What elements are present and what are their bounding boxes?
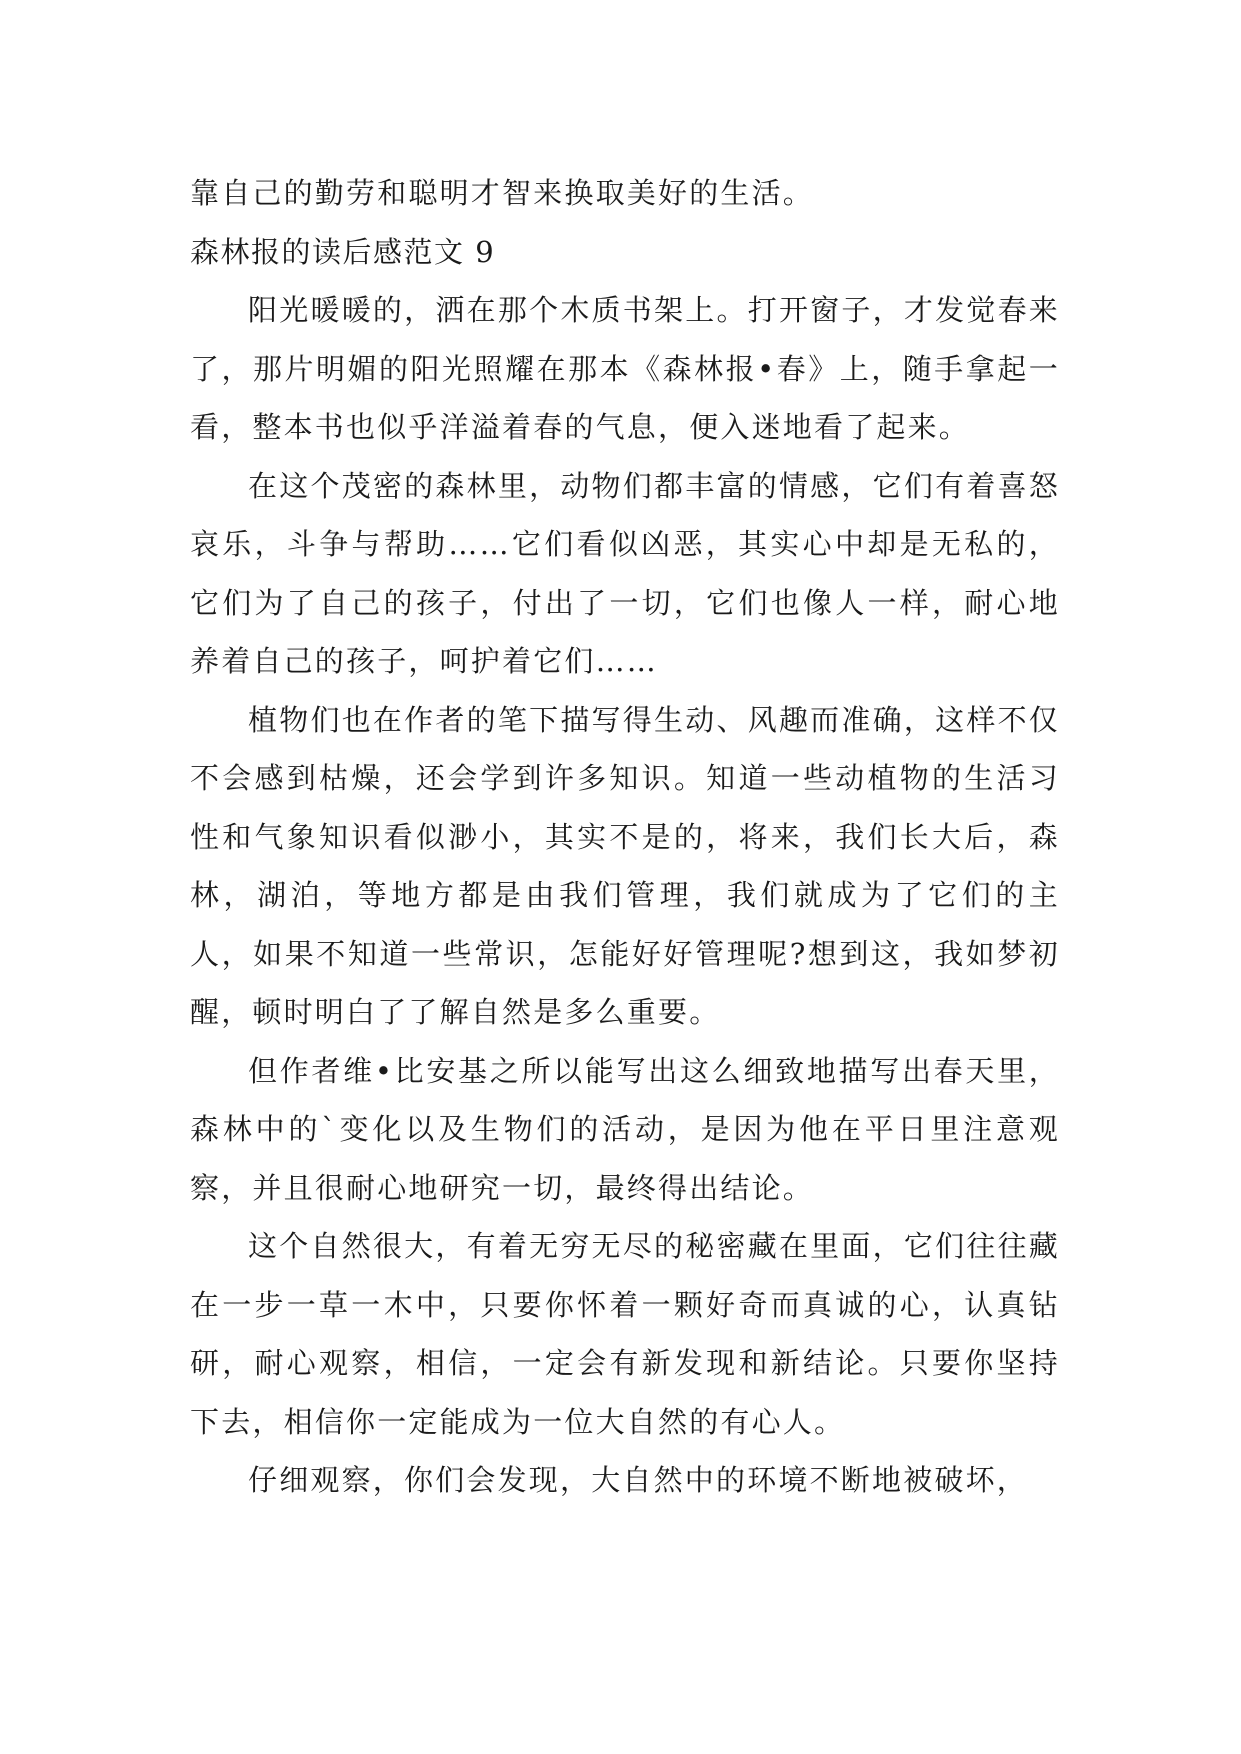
paragraph: 阳光暖暖的，洒在那个木质书架上。打开窗子，才发觉春来了，那片明媚的阳光照耀在那本《森林报•春》上，随手拿起一看，整本书也似乎洋溢着春的气息，便入迷地看了起来。	[190, 293, 1060, 444]
paragraph: 但作者维•比安基之所以能写出这么细致地描写出春天里，森林中的`变化以及生物们的活动，是因为他在平日里注意观察，并且很耐心地研究一切，最终得出结论。	[190, 1053, 1060, 1205]
document-body	[190, 164, 1060, 1510]
paragraph: 这个自然很大，有着无穷无尽的秘密藏在里面，它们往往藏在一步一草一木中，只要你怀着一颗好奇而真诚的心，认真钻研，耐心观察，相信，一定会有新发现和新结论。只要你坚持下去，相信你一定能成为一位大自然的有心人。	[190, 1229, 1060, 1439]
paragraph: 仔细观察，你们会发现，大自然中的环境不断地被破坏，	[248, 1463, 1029, 1497]
paragraph: 在这个茂密的森林里，动物们都丰富的情感，它们有着喜怒哀乐，斗争与帮助……它们看似凶恶，其实心中却是无私的，它们为了自己的孩子，付出了一切，它们也像人一样，耐心地养着自己的孩子，呵护着它们……	[190, 468, 1060, 678]
paragraph: 植物们也在作者的笔下描写得生动、风趣而准确，这样不仅不会感到枯燥，还会学到许多知识。知道一些动植物的生活习性和气象知识看似渺小，其实不是的，将来，我们长大后，森林，湖泊，等地方都是由我们管理，我们就成为了它们的主人，如果不知道一些常识，怎能好好管理呢?想到这，我如梦初醒，顿时明白了了解自然是多么重要。	[190, 702, 1060, 1029]
section-title: 森林报的读后感范文 9	[190, 234, 496, 269]
continuation-line: 靠自己的勤劳和聪明才智来换取美好的生活。	[190, 176, 815, 210]
